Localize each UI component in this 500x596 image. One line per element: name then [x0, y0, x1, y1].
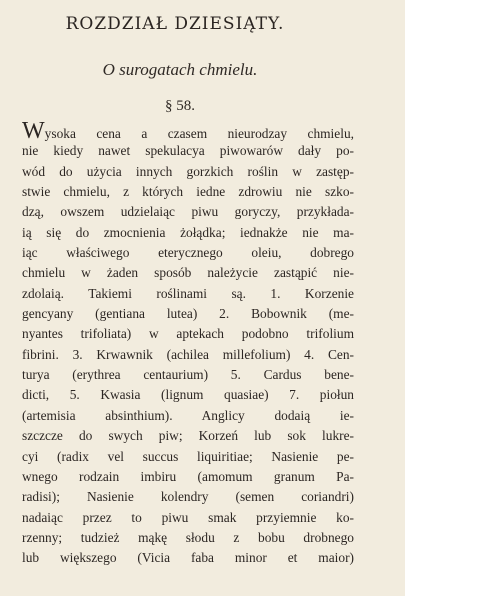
text-line: nyantes trifoliata) w aptekach podobno trifolium — [22, 326, 354, 342]
text-line: dzą, owszem udzielaiąc piwu goryczy, przykłada- — [22, 204, 354, 220]
text-line: lub większego (Vicia faba minor et maior) — [22, 550, 354, 566]
text-line: ią się do zmocnienia żołądka; iednakże nie ma- — [22, 224, 354, 240]
text-line: turya (erythrea centaurium) 5. Cardus bene- — [22, 367, 354, 383]
text-line: wnego rodzain imbiru (amomum granum Pa- — [22, 468, 354, 484]
section-number: § 58. — [165, 98, 195, 114]
text-line: radisi); Nasienie kolendry (semen coriandri) — [22, 489, 354, 505]
section-subtitle: O surogatach chmielu. — [102, 60, 258, 79]
text-line: dicti, 5. Kwasia (lignum quasiae) 7. piołun — [22, 387, 354, 403]
text-line: Wysoka cena a czasem nieurodzay chmielu, — [22, 121, 354, 141]
text-line: chmielu w żaden sposób należycie zastąpić nie- — [22, 265, 354, 281]
text-line: nie kiedy nawet spekulacya piwowarów dały po- — [22, 143, 354, 159]
body-text — [22, 121, 354, 569]
chapter-heading: ROZDZIAŁ DZIESIĄTY. — [65, 14, 285, 34]
text-line: wód do użycia innych gorzkich roślin w zastęp- — [22, 163, 354, 179]
text-line: szczcze do swych piw; Korzeń lub sok lukre- — [22, 428, 354, 444]
drop-cap: W — [22, 121, 45, 142]
text-line: fibrini. 3. Krwawnik (achilea millefolium) 4. Cen- — [22, 346, 354, 362]
text-line: cyi (radix vel succus liquiritiae; Nasienie pe- — [22, 448, 354, 464]
text-line: zdolaią. Takiemi roślinami są. 1. Korzenie — [22, 285, 354, 301]
text-line: iąc właściwego eterycznego oleiu, dobrego — [22, 245, 354, 261]
text-line: rzenny; tudzież mąkę słodu z bobu drobnego — [22, 529, 354, 545]
text-line: stwie chmielu, z których iedne zdrowiu nie szko- — [22, 184, 354, 200]
text-line: gencyany (gentiana lutea) 2. Bobownik (me- — [22, 306, 354, 322]
text-line: nadaiąc przez to piwu smak przyiemnie ko- — [22, 509, 354, 525]
text-line: (artemisia absinthium). Anglicy dodaią ie- — [22, 407, 354, 423]
